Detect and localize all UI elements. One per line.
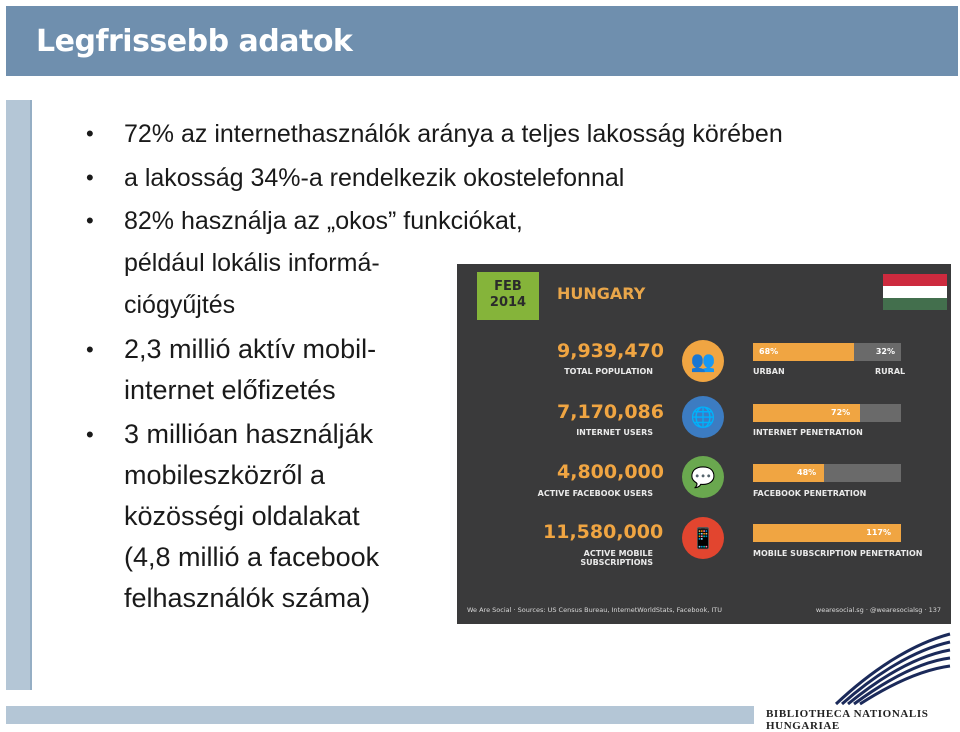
footer-credit: wearesocial.sg · @wearesocialsg · 137 — [815, 606, 941, 614]
stat-label: ACTIVE FACEBOOK USERS — [537, 489, 653, 498]
bullet-line: 2,3 millió aktív mobil- — [124, 334, 377, 364]
bullet-item: • a lakosság 34%-a rendelkezik okostelefonnal — [86, 156, 926, 200]
date-badge: FEB 2014 — [477, 272, 539, 320]
stat-number: 11,580,000 — [543, 521, 664, 543]
bullet-line: 3 millióan használják — [124, 419, 374, 449]
chat-icon: 💬 — [682, 456, 724, 498]
phone-icon: 📱 — [682, 517, 724, 559]
stat-label: TOTAL POPULATION — [564, 367, 653, 376]
footer-sources: We Are Social · Sources: US Census Bureau, InternetWorldStats, Facebook, ITU — [467, 606, 722, 614]
bullet-item — [86, 329, 434, 411]
urban-rural-bar — [753, 343, 901, 361]
slide-title: Legfrissebb adatok — [36, 24, 353, 59]
facebook-penetration-bar — [753, 464, 901, 482]
title-bar — [6, 6, 958, 76]
library-logo-icon — [832, 630, 952, 706]
left-decor-bar — [6, 100, 32, 690]
bar-value: 72% — [831, 408, 851, 417]
bar-label: FACEBOOK PENETRATION — [753, 489, 867, 498]
stat-number: 9,939,470 — [557, 340, 664, 362]
mobile-penetration-bar — [753, 524, 901, 542]
bar-label: URBAN — [753, 367, 785, 376]
bar-value: 68% — [759, 347, 779, 356]
bar-label: INTERNET PENETRATION — [753, 428, 863, 437]
bullet-line: ciógyűjtés — [124, 291, 236, 319]
globe-icon: 🌐 — [682, 396, 724, 438]
bar-label: MOBILE SUBSCRIPTION PENETRATION — [753, 549, 923, 558]
bottom-decor-bar — [6, 706, 754, 724]
bar-value: 117% — [866, 528, 891, 537]
bar-label: RURAL — [875, 367, 906, 376]
bullet-line: (4,8 millió a facebook — [124, 542, 380, 572]
bullet-item: • 72% az internethasználók aránya a teljes lakosság körében — [86, 112, 926, 156]
internet-penetration-bar — [753, 404, 901, 422]
infographic-footer — [467, 606, 941, 614]
country-name: HUNGARY — [557, 284, 646, 303]
stat-label: INTERNET USERS — [576, 428, 653, 437]
bullet-line: mobileszközről a — [124, 460, 326, 490]
hungary-flag-icon — [883, 274, 947, 310]
stat-number: 7,170,086 — [557, 401, 664, 423]
people-icon: 👥 — [682, 340, 724, 382]
bullet-item — [86, 414, 434, 619]
bullet-line: közösségi oldalakat — [124, 501, 360, 531]
hungary-infographic — [457, 264, 951, 624]
bullet-line: felhasználók száma) — [124, 583, 371, 613]
bullet-line: internet előfizetés — [124, 375, 336, 405]
left-decor-edge — [30, 100, 32, 690]
bullet-line: például lokális informá- — [124, 249, 380, 277]
stat-number: 4,800,000 — [557, 461, 664, 483]
bullet-line: 82% használja az „okos” funkciókat, — [124, 207, 523, 235]
stat-label: ACTIVE MOBILE SUBSCRIPTIONS — [580, 549, 653, 567]
library-name: BIBLIOTHECA NATIONALIS HUNGARIAE — [766, 708, 929, 732]
bar-value: 48% — [797, 468, 817, 477]
bar-value: 32% — [875, 347, 895, 356]
